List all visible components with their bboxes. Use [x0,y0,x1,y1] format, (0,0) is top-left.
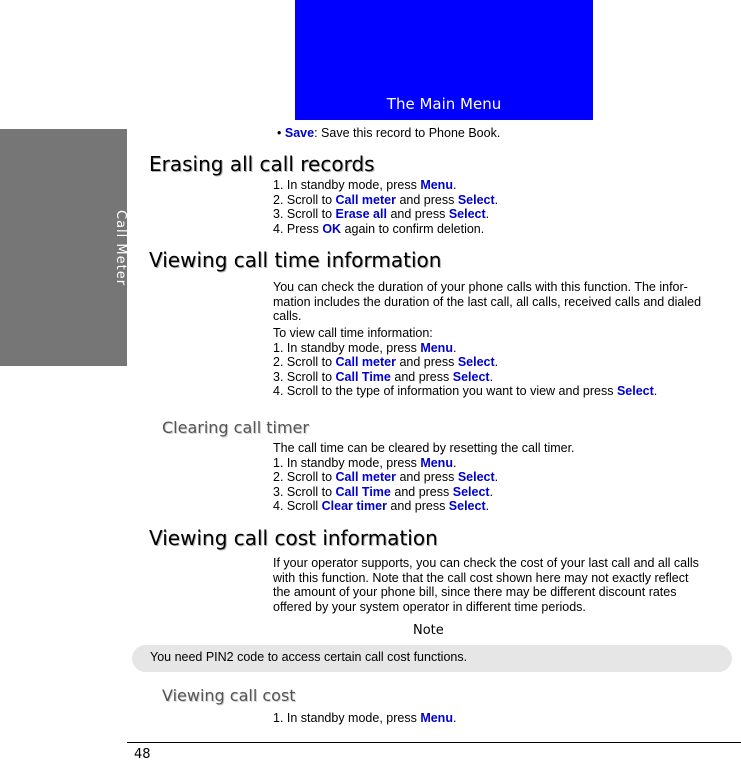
note-text: You need PIN2 code to access certain call cost functions. [150,650,468,664]
step: 2. Scroll to Call meter and press Select. [273,355,499,370]
step: 1. In standby mode, press Menu. [273,455,457,470]
para-viewing-time: You can check the duration of your phone calls with this function. The infor- mation includes the duration of the last call, all calls, received calls and dialed calls. [273,280,702,324]
footer-rule [127,742,741,743]
step: 3. Scroll to Erase all and press Select. [273,207,490,222]
step: 4. Scroll Clear timer and press Select. [273,499,490,514]
step: 2. Scroll to Call meter and press Select. [273,470,499,485]
step: 4. Press OK again to confirm deletion. [273,221,485,236]
steps-viewing-time: To view call time information: 1. In standby mode, press Menu. 2. Scroll to Call meter and press Select. 3. Scroll to Call Time and press Select. 4. Scroll to the type of information you want to view and press Select. [273,326,658,399]
note-label: Note [413,623,444,638]
para-viewing-cost: If your operator supports, you can check the cost of your last call and all calls with this function. Note that the call cost shown here may not exactly reflect the amount of your phone bill, since there may be different discount rates offered by your system operator in different time periods. [273,556,699,614]
step: 1. In standby mode, press Menu. [273,711,457,725]
steps-erasing [273,178,498,236]
heading-viewing-time: Viewing call time information [149,248,442,272]
page-number: 48 [134,747,151,762]
heading-erasing: Erasing all call records [149,152,375,176]
steps-viewing-cost [273,711,456,726]
banner-title: The Main Menu [386,95,502,113]
step: 1. In standby mode, press Menu. [273,178,457,192]
heading-viewing-cost-sub: Viewing call cost [162,686,296,705]
save-keyword: Save [284,126,315,140]
heading-viewing-cost: Viewing call cost information [149,526,438,550]
step: 4. Scroll to the type of information you want to view and press Select. [273,384,658,399]
step: 3. Scroll to Call Time and press Select. [273,484,494,499]
steps-clearing: The call time can be cleared by resetting the call timer. 1. In standby mode, press Menu. 2. Scroll to Call meter and press Select. 3. Scroll to Call Time and press Select. 4. Scroll Clear timer and press Select. [273,441,575,514]
step: 1. In standby mode, press Menu. [273,340,457,355]
save-bullet: • Save: Save this record to Phone Book. [277,126,501,140]
step: 3. Scroll to Call Time and press Select. [273,369,494,384]
main-menu-banner [295,0,593,120]
side-chapter-label: Call Meter [113,210,128,287]
step: 2. Scroll to Call meter and press Select. [273,192,499,207]
heading-clearing: Clearing call timer [162,418,309,437]
